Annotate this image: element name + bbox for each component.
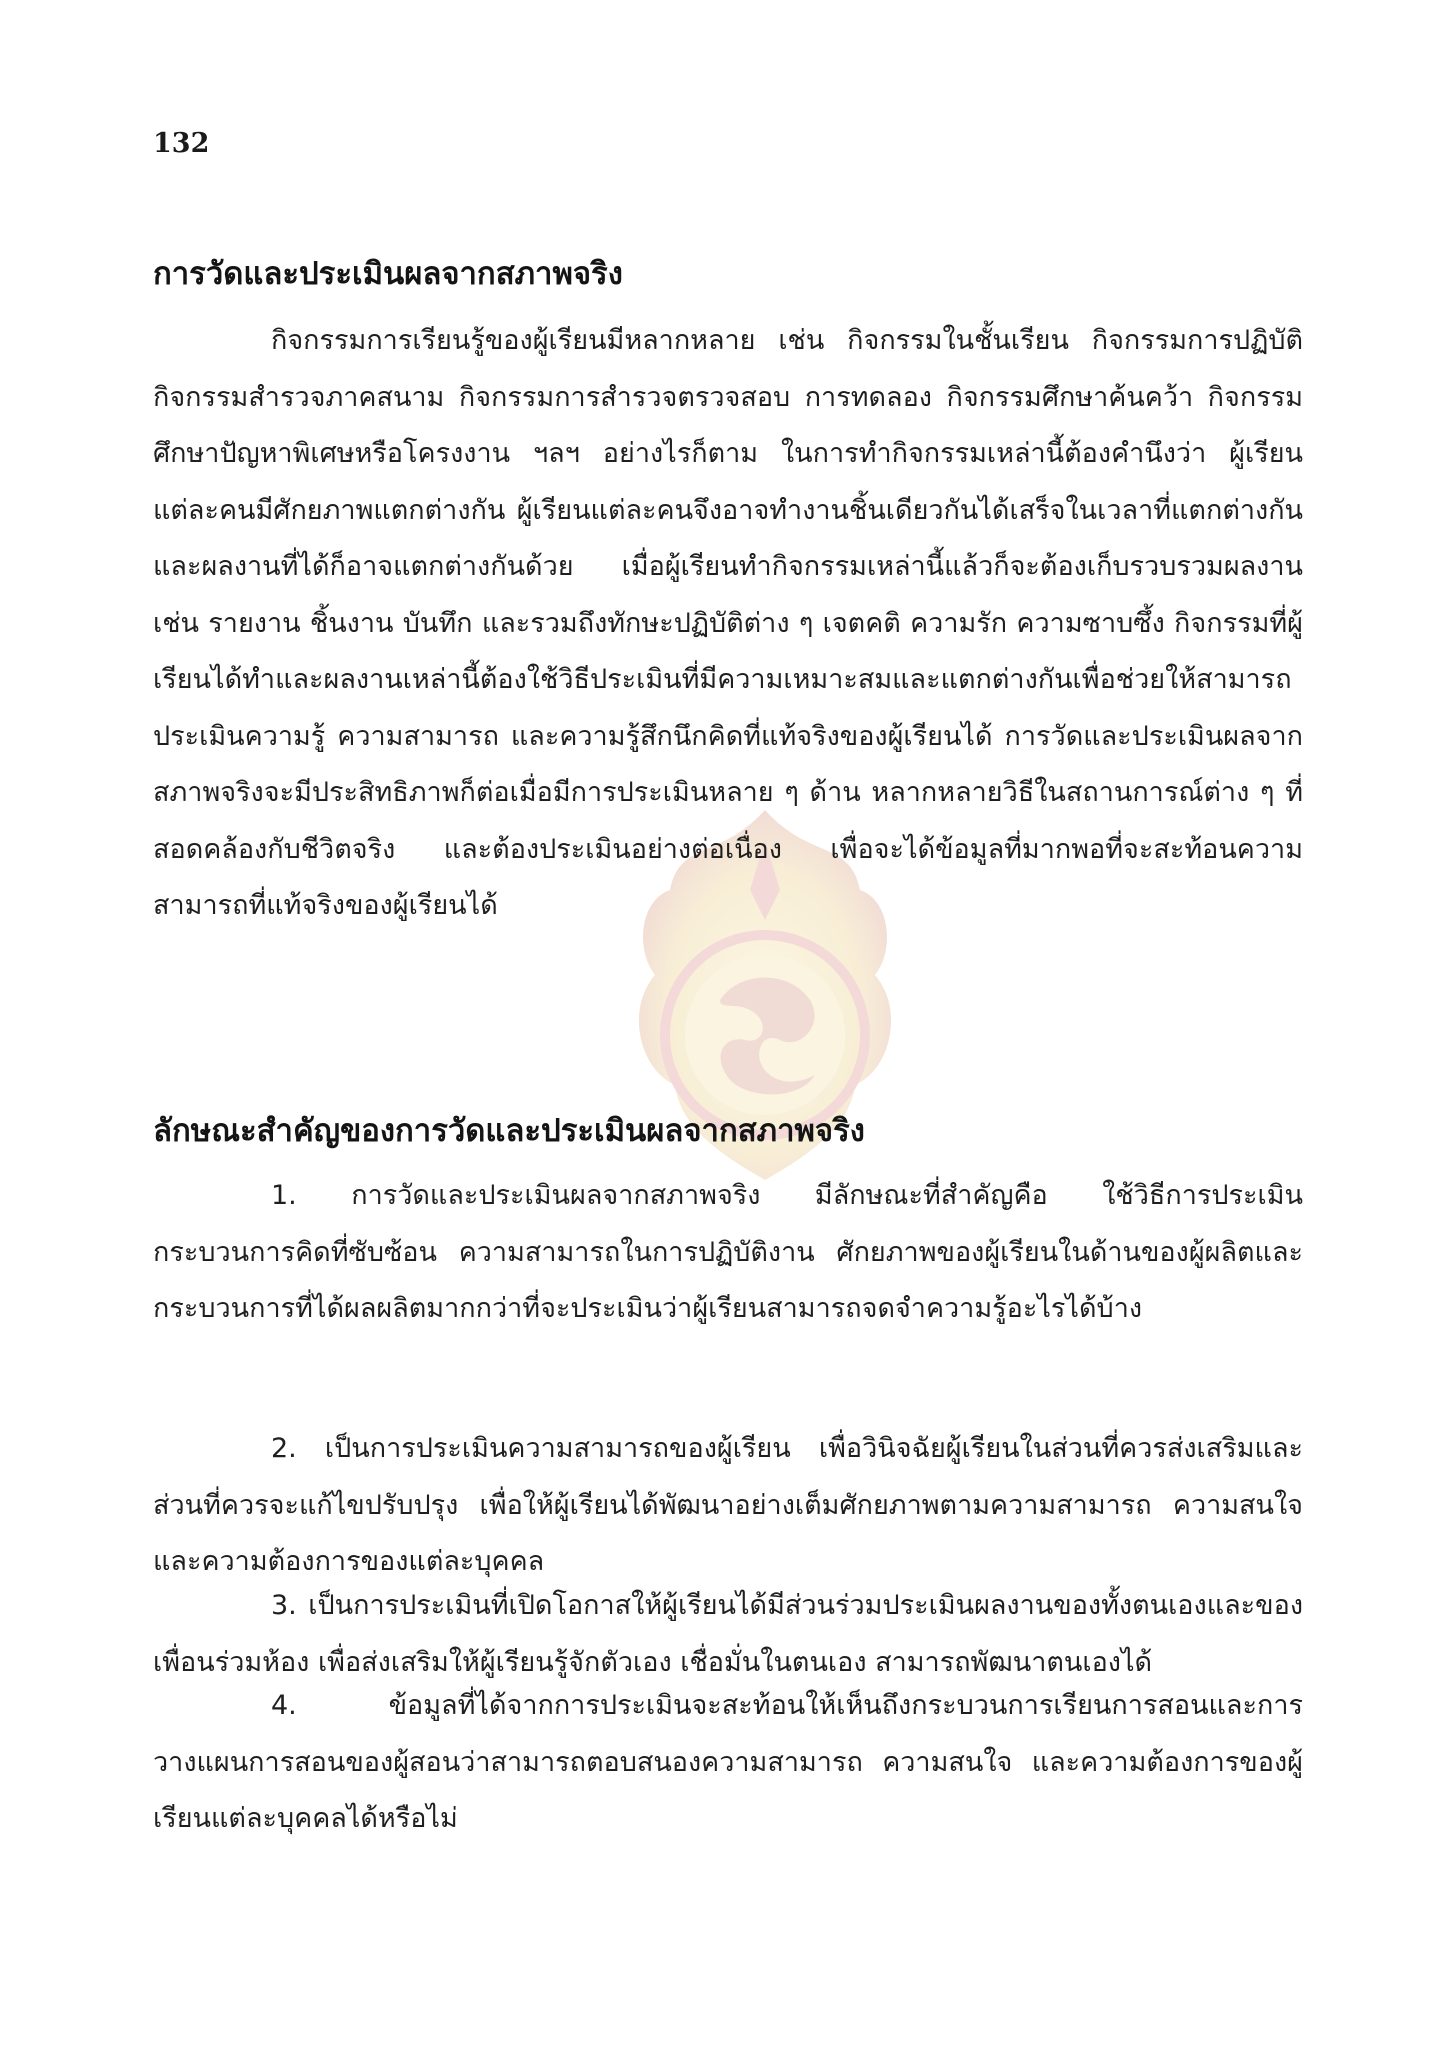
list-item-3: 3. เป็นการประเมินที่เปิดโอกาสให้ผู้เรียนได้มีส่วนร่วมประเมินผลงานของทั้งตนเองและของเพื่อนร่วมห้อง เพื่อส่งเสริมให้ผู้เรียนรู้จักตัวเอง เชื่อมั่นในตนเอง สามารถพัฒนาตนเองได้ [153, 1590, 1303, 1678]
list-item-2: 2. เป็นการประเมินความสามารถของผู้เรียน เพื่อวินิจฉัยผู้เรียนในส่วนที่ควรส่งเสริมและส่วนที่ควรจะแก้ไขปรับปรุง เพื่อให้ผู้เรียนได้พัฒนาอย่างเต็มศักยภาพตามความสามารถ ความสนใจ และความต้องการของแต่ละบุคคล [153, 1433, 1303, 1577]
section-heading-key-characteristics: ลักษณะสำคัญของการวัดและประเมินผลจากสภาพจริง [153, 1113, 865, 1149]
section-paragraph: กิจกรรมการเรียนรู้ของผู้เรียนมีหลากหลาย เช่น กิจกรรมในชั้นเรียน กิจกรรมการปฏิบัติ กิจกรรมสำรวจภาคสนาม กิจกรรมการสำรวจตรวจสอบ การทดลอง กิจกรรมศึกษาค้นคว้า กิจกรรมศึกษาปัญหาพิเศษหรือโครงงาน ฯลฯ อย่างไรก็ตาม ในการทำกิจกรรมเหล่านี้ต้องคำนึงว่า ผู้เรียนแต่ละคนมีศักยภาพแตกต่างกัน ผู้เรียนแต่ละคนจึงอาจทำงานชิ้นเดียวกันได้เสร็จในเวลาที่แตกต่างกัน และผลงานที่ได้ก็อาจแตกต่างกันด้วย เมื่อผู้เรียนทำกิจกรรมเหล่านี้แล้วก็จะต้องเก็บรวบรวมผลงาน เช่น รายงาน ชิ้นงาน บันทึก และรวมถึงทักษะปฏิบัติต่าง ๆ เจตคติ ความรัก ความซาบซึ้ง กิจกรรมที่ผู้เรียนได้ทำและผลงานเหล่านี้ต้องใช้วิธีประเมินที่มีความเหมาะสมและแตกต่างกันเพื่อช่วยให้สามารถประเมินความรู้ ความสามารถ และความรู้สึกนึกคิดที่แท้จริงของผู้เรียนได้ การวัดและประเมินผลจากสภาพจริงจะมีประสิทธิภาพก็ต่อเมื่อมีการประเมินหลาย ๆ ด้าน หลากหลายวิธีในสถานการณ์ต่าง ๆ ที่สอดคล้องกับชีวิตจริง และต้องประเมินอย่างต่อเนื่อง เพื่อจะได้ข้อมูลที่มากพอที่จะสะท้อนความสามารถที่แท้จริงของผู้เรียนได้ [153, 325, 1303, 921]
page-number: 132 [153, 128, 210, 159]
section-heading-authentic-assessment: การวัดและประเมินผลจากสภาพจริง [153, 256, 623, 292]
list-item-1: 1. การวัดและประเมินผลจากสภาพจริง มีลักษณะที่สำคัญคือ ใช้วิธีการประเมินกระบวนการคิดที่ซับซ้อน ความสามารถในการปฏิบัติงาน ศักยภาพของผู้เรียนในด้านของผู้ผลิตและกระบวนการที่ได้ผลผลิตมากกว่าที่จะประเมินว่าผู้เรียนสามารถจดจำความรู้อะไรได้บ้าง [153, 1180, 1303, 1324]
list-item-4: 4. ข้อมูลที่ได้จากการประเมินจะสะท้อนให้เห็นถึงกระบวนการเรียนการสอนและการวางแผนการสอนของผู้สอนว่าสามารถตอบสนองความสามารถ ความสนใจ และความต้องการของผู้เรียนแต่ละบุคคลได้หรือไม่ [153, 1690, 1303, 1834]
